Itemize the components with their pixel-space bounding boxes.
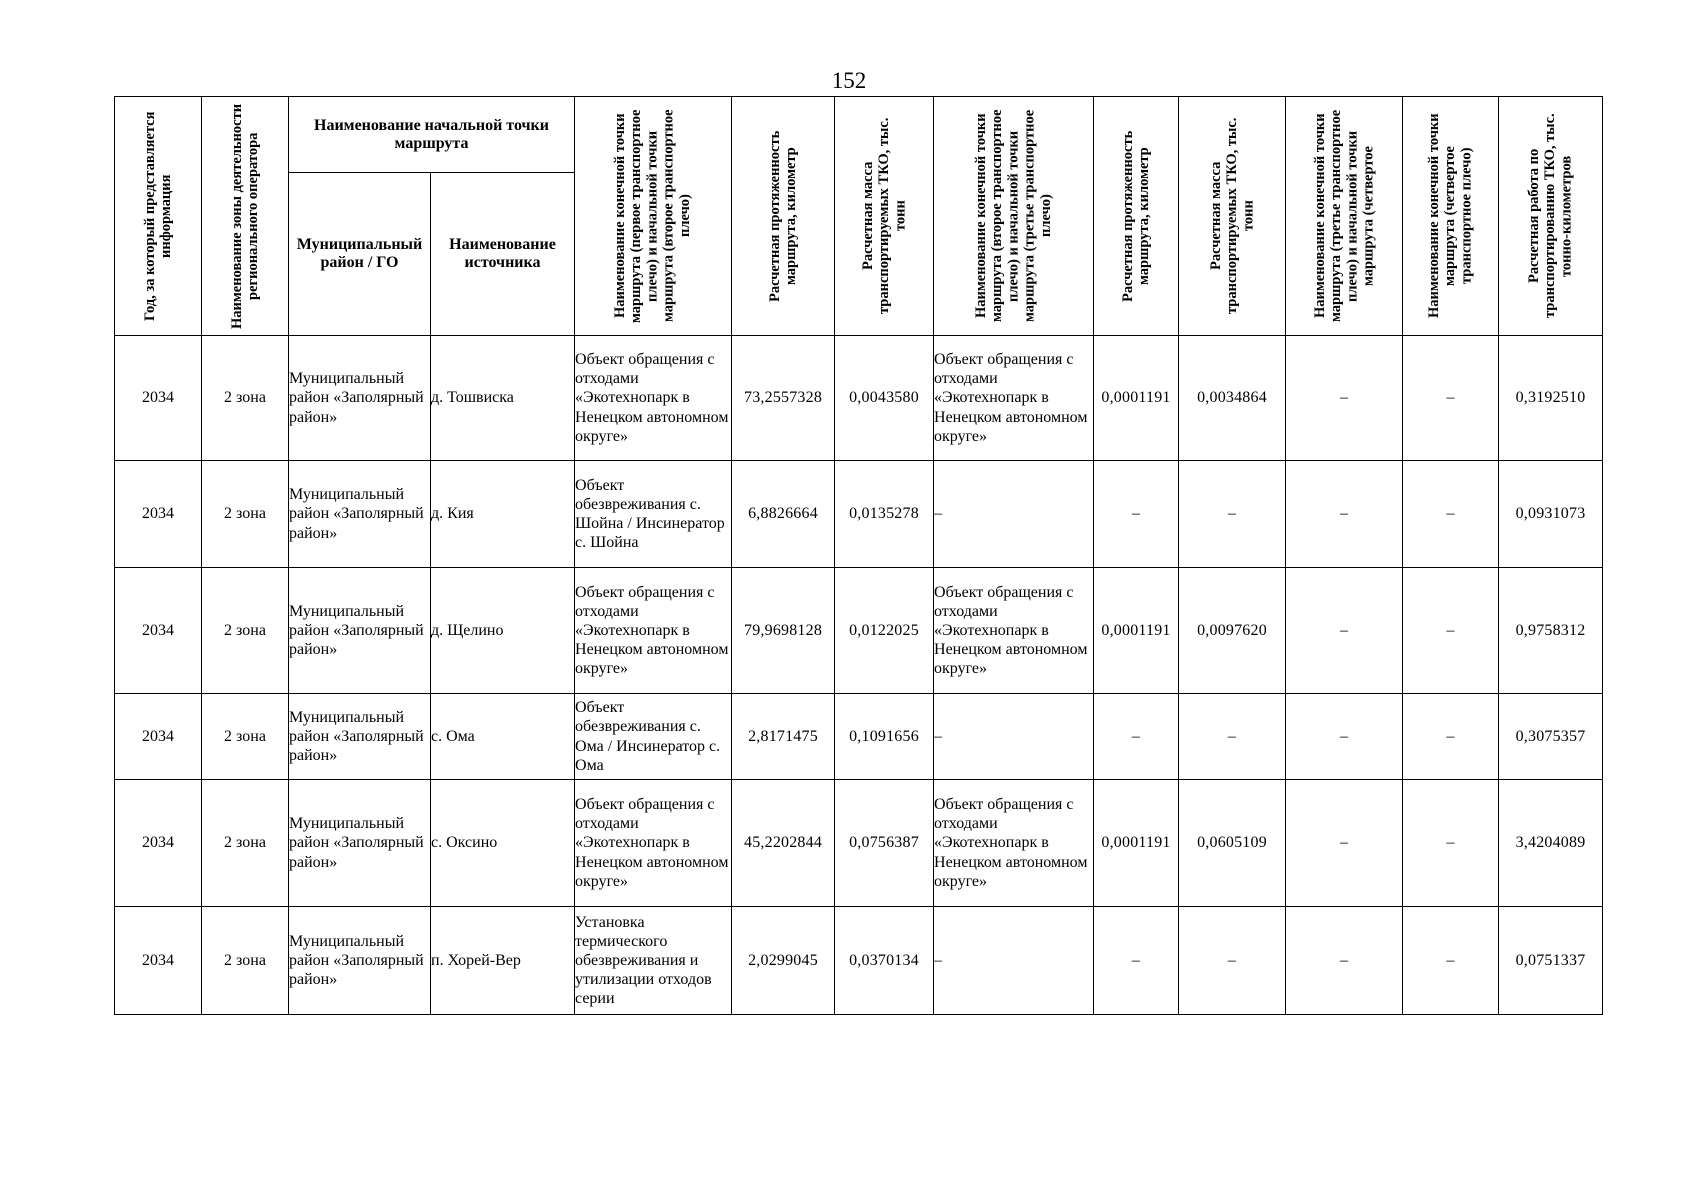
header-transport-work: Расчетная работа по транспортированию ТКО, тыс. тонно-километров <box>1499 97 1603 336</box>
header-row-1 <box>115 97 1603 173</box>
cell-route-length-1: 73,2557328 <box>732 336 835 461</box>
cell-district: Муниципальный район «Заполярный район» <box>289 461 431 568</box>
cell-transport-work: 0,9758312 <box>1499 568 1603 694</box>
header-zone: Наименование зоны деятельности регионального оператора <box>202 97 289 336</box>
cell-route-length-2: – <box>1094 461 1179 568</box>
transport-routes-table <box>114 96 1603 1015</box>
cell-route-length-1: 79,9698128 <box>732 568 835 694</box>
cell-route-length-2: 0,0001191 <box>1094 780 1179 907</box>
cell-district: Муниципальный район «Заполярный район» <box>289 907 431 1015</box>
cell-zone: 2 зона <box>202 694 289 780</box>
table-row <box>115 461 1603 568</box>
page-number: 152 <box>831 68 867 93</box>
cell-source: д. Кия <box>431 461 575 568</box>
cell-waste-mass-1: 0,1091656 <box>835 694 934 780</box>
header-year: Год, за который представляется информация <box>115 97 202 336</box>
cell-year: 2034 <box>115 907 202 1015</box>
cell-year: 2034 <box>115 694 202 780</box>
header-waste-mass-1: Расчетная масса транспортируемых ТКО, тыс. тонн <box>835 97 934 336</box>
cell-source: д. Щелино <box>431 568 575 694</box>
cell-source: с. Ома <box>431 694 575 780</box>
cell-end-point-2: – <box>934 694 1094 780</box>
cell-district: Муниципальный район «Заполярный район» <box>289 694 431 780</box>
header-start-point-group: Наименование начальной точки маршрута <box>289 97 575 173</box>
cell-waste-mass-1: 0,0043580 <box>835 336 934 461</box>
cell-zone: 2 зона <box>202 461 289 568</box>
table-row <box>115 780 1603 907</box>
header-end-point-1: Наименование конечной точки маршрута (первое транспортное плечо) и начальной точки маршрута (второе транспортное плечо) <box>575 97 732 336</box>
cell-year: 2034 <box>115 461 202 568</box>
cell-end-point-3: – <box>1286 780 1403 907</box>
cell-district: Муниципальный район «Заполярный район» <box>289 568 431 694</box>
cell-route-length-2: 0,0001191 <box>1094 568 1179 694</box>
cell-route-length-1: 2,8171475 <box>732 694 835 780</box>
header-source: Наименование источника <box>431 173 575 336</box>
cell-waste-mass-2: 0,0034864 <box>1179 336 1286 461</box>
cell-end-point-4: – <box>1403 461 1499 568</box>
cell-route-length-1: 6,8826664 <box>732 461 835 568</box>
cell-source: с. Оксино <box>431 780 575 907</box>
cell-source: п. Хорей-Вер <box>431 907 575 1015</box>
cell-zone: 2 зона <box>202 568 289 694</box>
cell-end-point-2: – <box>934 461 1094 568</box>
table-row <box>115 336 1603 461</box>
cell-zone: 2 зона <box>202 907 289 1015</box>
cell-end-point-1: Объект обезвреживания с. Ома / Инсинератор с. Ома <box>575 694 732 780</box>
cell-waste-mass-1: 0,0122025 <box>835 568 934 694</box>
cell-waste-mass-2: – <box>1179 461 1286 568</box>
cell-zone: 2 зона <box>202 780 289 907</box>
cell-transport-work: 0,3192510 <box>1499 336 1603 461</box>
cell-end-point-2: Объект обращения с отходами «Экотехнопарк в Ненецком автономном округе» <box>934 780 1094 907</box>
cell-end-point-1: Установка термического обезвреживания и утилизации отходов серии <box>575 907 732 1015</box>
cell-end-point-2: – <box>934 907 1094 1015</box>
header-end-point-2: Наименование конечной точки маршрута (второе транспортное плечо) и начальной точки маршрута (третье транспортное плечо) <box>934 97 1094 336</box>
cell-waste-mass-1: 0,0370134 <box>835 907 934 1015</box>
cell-end-point-3: – <box>1286 694 1403 780</box>
cell-waste-mass-2: 0,0605109 <box>1179 780 1286 907</box>
table-body <box>115 336 1603 1015</box>
cell-route-length-2: – <box>1094 907 1179 1015</box>
header-route-length-2: Расчетная протяженность маршрута, километр <box>1094 97 1179 336</box>
cell-end-point-2: Объект обращения с отходами «Экотехнопарк в Ненецком автономном округе» <box>934 568 1094 694</box>
cell-end-point-4: – <box>1403 694 1499 780</box>
cell-route-length-1: 2,0299045 <box>732 907 835 1015</box>
cell-route-length-1: 45,2202844 <box>732 780 835 907</box>
cell-year: 2034 <box>115 780 202 907</box>
cell-end-point-3: – <box>1286 907 1403 1015</box>
cell-waste-mass-1: 0,0135278 <box>835 461 934 568</box>
cell-transport-work: 3,4204089 <box>1499 780 1603 907</box>
header-waste-mass-2: Расчетная масса транспортируемых ТКО, тыс. тонн <box>1179 97 1286 336</box>
cell-end-point-3: – <box>1286 336 1403 461</box>
cell-district: Муниципальный район «Заполярный район» <box>289 336 431 461</box>
cell-zone: 2 зона <box>202 336 289 461</box>
cell-end-point-4: – <box>1403 568 1499 694</box>
cell-end-point-4: – <box>1403 907 1499 1015</box>
cell-waste-mass-2: – <box>1179 694 1286 780</box>
cell-end-point-2: Объект обращения с отходами «Экотехнопарк в Ненецком автономном округе» <box>934 336 1094 461</box>
cell-year: 2034 <box>115 336 202 461</box>
cell-transport-work: 0,3075357 <box>1499 694 1603 780</box>
cell-waste-mass-2: 0,0097620 <box>1179 568 1286 694</box>
table-row <box>115 568 1603 694</box>
cell-end-point-1: Объект обращения с отходами «Экотехнопарк в Ненецком автономном округе» <box>575 568 732 694</box>
cell-end-point-1: Объект обращения с отходами «Экотехнопарк в Ненецком автономном округе» <box>575 780 732 907</box>
cell-source: д. Тошвиска <box>431 336 575 461</box>
header-district: Муниципальный район / ГО <box>289 173 431 336</box>
cell-waste-mass-2: – <box>1179 907 1286 1015</box>
cell-transport-work: 0,0751337 <box>1499 907 1603 1015</box>
cell-route-length-2: 0,0001191 <box>1094 336 1179 461</box>
cell-transport-work: 0,0931073 <box>1499 461 1603 568</box>
cell-year: 2034 <box>115 568 202 694</box>
cell-end-point-4: – <box>1403 780 1499 907</box>
table-row <box>115 694 1603 780</box>
table-row <box>115 907 1603 1015</box>
cell-route-length-2: – <box>1094 694 1179 780</box>
cell-end-point-4: – <box>1403 336 1499 461</box>
cell-end-point-3: – <box>1286 568 1403 694</box>
cell-district: Муниципальный район «Заполярный район» <box>289 780 431 907</box>
cell-end-point-3: – <box>1286 461 1403 568</box>
cell-end-point-1: Объект обезвреживания с. Шойна / Инсинератор с. Шойна <box>575 461 732 568</box>
cell-end-point-1: Объект обращения с отходами «Экотехнопарк в Ненецком автономном округе» <box>575 336 732 461</box>
cell-waste-mass-1: 0,0756387 <box>835 780 934 907</box>
header-route-length-1: Расчетная протяженность маршрута, километр <box>732 97 835 336</box>
header-end-point-3: Наименование конечной точки маршрута (третье транспортное плечо) и начальной точки маршрута (четвертое <box>1286 97 1403 336</box>
header-end-point-4: Наименование конечной точки маршрута (четвертое транспортное плечо) <box>1403 97 1499 336</box>
